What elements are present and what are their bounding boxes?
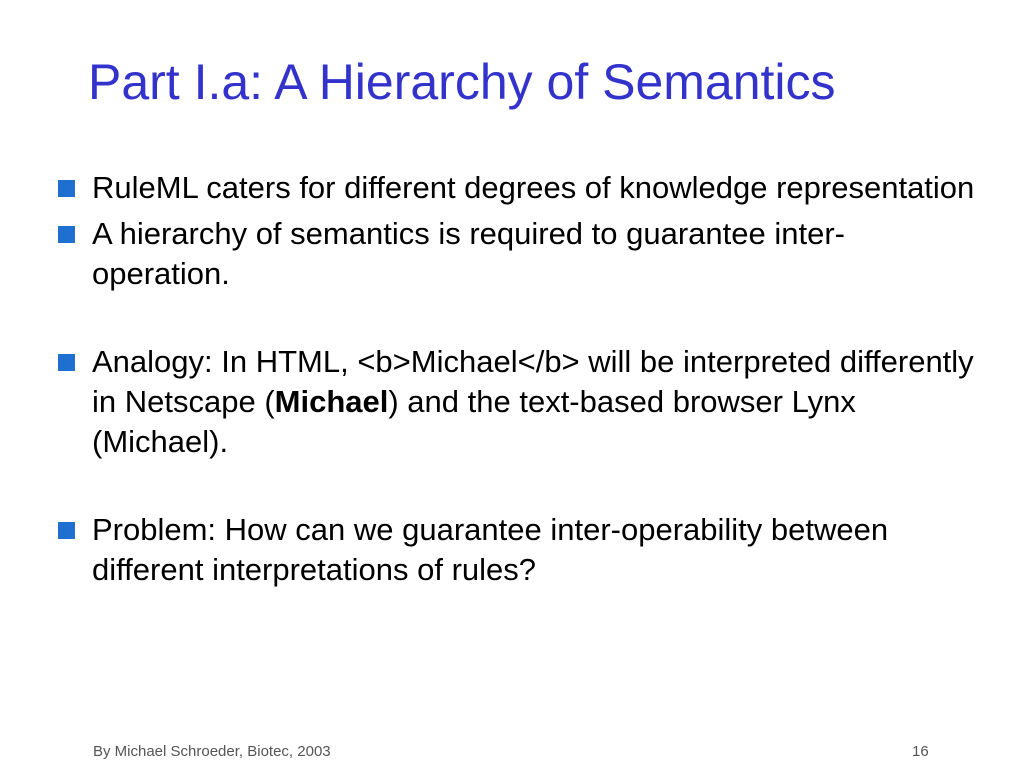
square-bullet-icon: [58, 354, 75, 371]
square-bullet-icon: [58, 180, 75, 197]
bullet-text: A hierarchy of semantics is required to guarantee inter-operation.: [92, 216, 845, 291]
bold-example-text: Michael: [274, 384, 389, 419]
bullet-text: RuleML caters for different degrees of knowledge representation: [92, 170, 975, 205]
bullet-list: [56, 168, 976, 590]
square-bullet-icon: [58, 226, 75, 243]
page-number: 16: [912, 743, 929, 760]
bullet-item: [56, 168, 976, 208]
bullet-text-suffix: ) and the text-based browser Lynx (Michael).: [92, 384, 856, 459]
bullet-text: Problem: How can we guarantee inter-operability between different interpretations of rules?: [92, 512, 889, 587]
square-bullet-icon: [58, 522, 75, 539]
footer-credit: By Michael Schroeder, Biotec, 2003: [93, 743, 331, 760]
spacer: [56, 294, 976, 342]
slide-title: Part I.a: A Hierarchy of Semantics: [88, 54, 836, 110]
bullet-text-prefix: Analogy: In HTML, <b>Michael</b> will be interpreted differently in Netscape (: [92, 344, 974, 419]
bullet-item: [56, 214, 976, 294]
spacer: [56, 462, 976, 510]
bullet-item: [56, 342, 976, 462]
bullet-item: [56, 510, 976, 590]
